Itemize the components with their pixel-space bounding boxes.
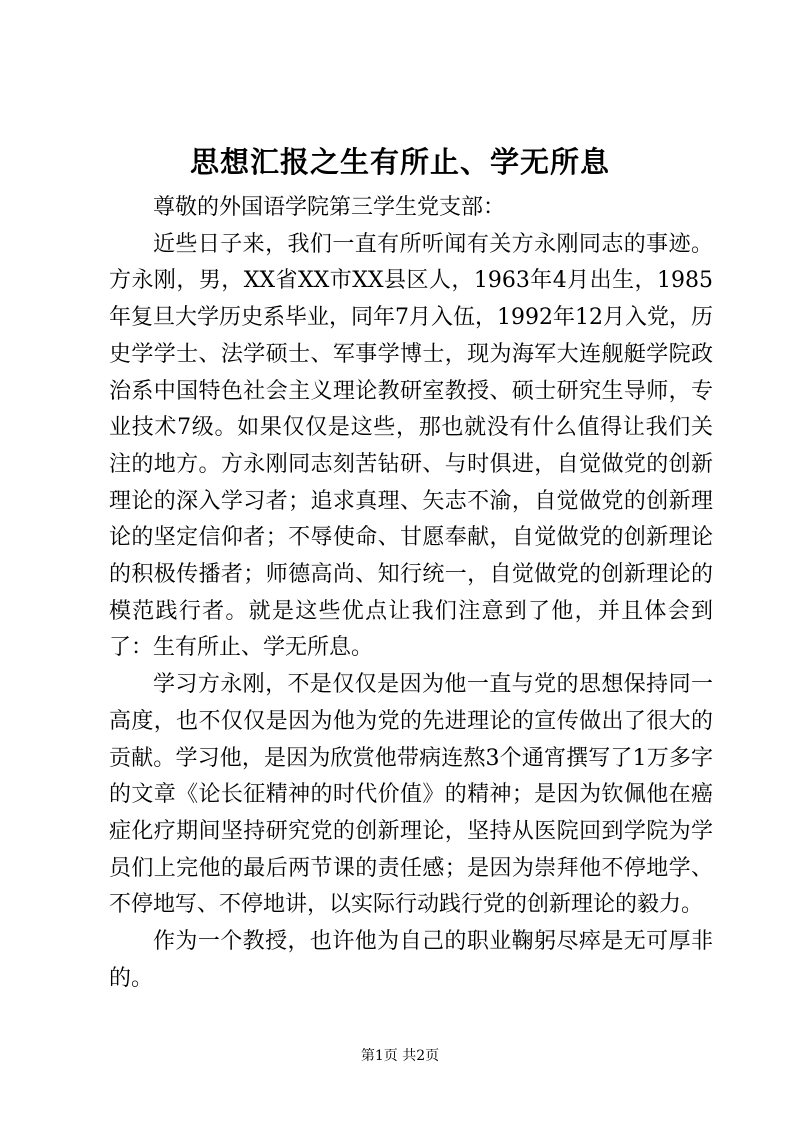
page-number: 第1页 共2页 xyxy=(360,1048,440,1064)
salutation: 尊敬的外国语学院第三学生党支部： xyxy=(153,195,506,220)
paragraph-1: 近些日子来，我们一直有所听闻有关方永刚同志的事迹。方永刚，男，XX省XX市XX县区人，1963年4月出生，1985年复旦大学历史系毕业，同年7月入伍，1992年12月入党，历史学学士、法学硕士、军事学博士，现为海军大连舰艇学院政治系中国特色社会主义理论教研室教授、硕士研究生导师，专业技术7级。如果仅仅是这些，那也就没有什么值得让我们关注的地方。方永刚同志刻苦钻研、与时俱进，自觉做党的创新理论的深入学习者；追求真理、矢志不渝，自觉做党的创新理论的坚定信仰者；不辱使命、甘愿奉献，自觉做党的创新理论的积极传播者；师德高尚、知行统一，自觉做党的创新理论的模范践行者。就是这些优点让我们注意到了他，并且体会到了：生有所止、学无所息。 xyxy=(109,231,713,661)
document-title: 思想汇报之生有所止、学无所息 xyxy=(189,145,610,179)
page-footer xyxy=(0,1046,800,1066)
paragraph-3: 作为一个教授，也许他为自己的职业鞠躬尽瘁是无可厚非的。 xyxy=(109,929,713,991)
paragraph-2: 学习方永刚，不是仅仅是因为他一直与党的思想保持同一高度，也不仅仅是因为他为党的先进理论的宣传做出了很大的贡献。学习他，是因为欣赏他带病连熬3个通宵撰写了1万多字的文章《论长征精神的时代价值》的精神；是因为钦佩他在癌症化疗期间坚持研究党的创新理论，坚持从医院回到学院为学员们上完他的最后两节课的责任感；是因为崇拜他不停地学、不停地写、不停地讲，以实际行动践行党的创新理论的毅力。 xyxy=(109,672,713,918)
document-body xyxy=(109,190,713,997)
